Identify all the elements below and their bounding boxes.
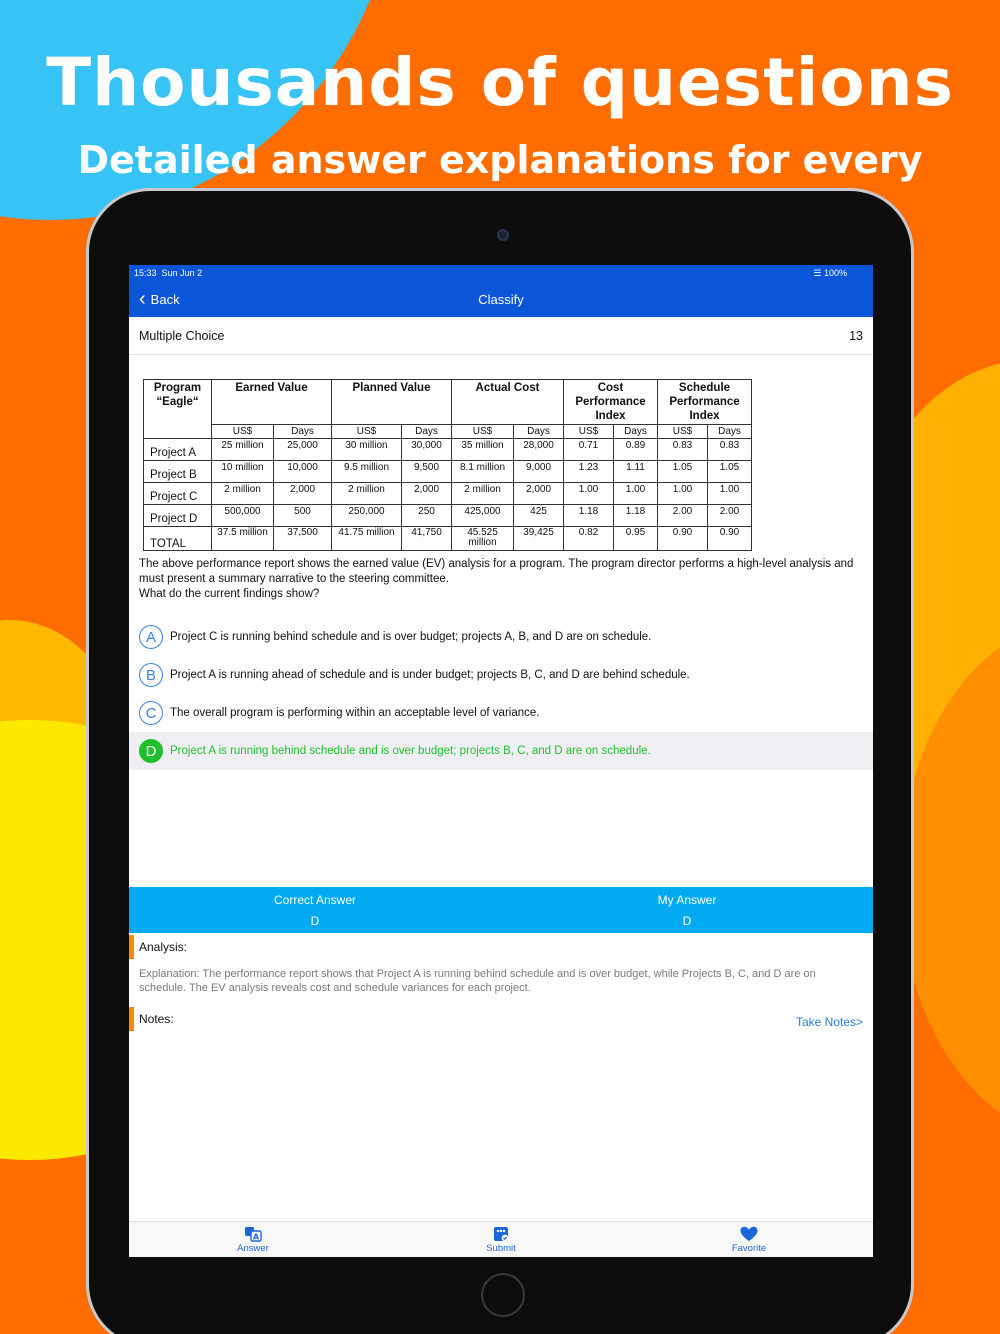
table-cell: 2 million	[332, 483, 402, 505]
question-text	[139, 557, 863, 602]
table-row-label: TOTAL	[144, 527, 212, 551]
my-answer	[501, 887, 873, 933]
table-cell: 1.23	[564, 461, 614, 483]
option-c[interactable]	[129, 694, 873, 732]
table-header-planned-value: Planned Value	[332, 380, 452, 425]
table-cell: 39,425	[514, 527, 564, 551]
performance-report-table	[143, 379, 752, 551]
correct-answer	[129, 887, 501, 933]
table-header-earned-value: Earned Value	[212, 380, 332, 425]
status-right	[813, 268, 847, 279]
svg-text:A: A	[252, 1232, 260, 1241]
table-subheader: Days	[708, 425, 752, 439]
table-cell: 1.00	[658, 483, 708, 505]
table-cell: 30 million	[332, 439, 402, 461]
table-cell: 1.00	[614, 483, 658, 505]
option-d[interactable]	[129, 732, 873, 770]
table-header-cpi: Cost Performance Index	[564, 380, 658, 425]
table-cell: 425,000	[452, 505, 514, 527]
back-button[interactable]	[129, 289, 180, 309]
option-text: Project A is running ahead of schedule and is under budget; projects B, C, and D are behind schedule.	[170, 669, 690, 681]
table-header-row	[144, 380, 752, 425]
option-letter: D	[139, 739, 163, 763]
correct-answer-label: Correct Answer	[273, 893, 357, 907]
take-notes-link[interactable]: Take Notes>	[795, 1015, 863, 1029]
status-time-date	[134, 268, 202, 278]
table-subheader: US$	[452, 425, 514, 439]
table-cell: 250	[402, 505, 452, 527]
table-cell: 41,750	[402, 527, 452, 551]
table-cell: 2 million	[212, 483, 274, 505]
table-cell: 0.89	[614, 439, 658, 461]
table-cell: 45.525 million	[452, 527, 514, 551]
table-cell: 8.1 million	[452, 461, 514, 483]
option-text: The overall program is performing within an acceptable level of variance.	[170, 707, 540, 719]
table-cell: 9,000	[514, 461, 564, 483]
table-cell: 37.5 million	[212, 527, 274, 551]
page-title: Classify	[478, 291, 524, 307]
translate-icon	[244, 1226, 262, 1242]
promo-subheadline: Detailed answer explanations for every	[77, 138, 923, 182]
tab-favorite-label: Favorite	[731, 1242, 767, 1254]
answer-options	[129, 618, 873, 770]
option-letter: B	[139, 663, 163, 687]
table-subheader: US$	[564, 425, 614, 439]
answer-result-bar	[129, 887, 873, 933]
table-cell: 1.18	[614, 505, 658, 527]
my-answer-value: D	[682, 914, 692, 928]
table-cell: 500	[274, 505, 332, 527]
submit-icon	[492, 1226, 510, 1242]
table-cell: 25 million	[212, 439, 274, 461]
table-cell: 250,000	[332, 505, 402, 527]
table-cell: 2,000	[514, 483, 564, 505]
table-cell: 25,000	[274, 439, 332, 461]
table-cell: 9,500	[402, 461, 452, 483]
table-row	[144, 461, 752, 483]
question-number: 13	[849, 328, 863, 343]
status-time: 15:33	[134, 268, 157, 278]
table-cell: 0.90	[658, 527, 708, 551]
wifi-icon: ☰	[813, 267, 822, 278]
table-cell: 1.00	[564, 483, 614, 505]
question-type: Multiple Choice	[139, 328, 225, 343]
battery-level: 100%	[823, 267, 847, 278]
table-cell: 1.05	[658, 461, 708, 483]
navigation-bar	[129, 281, 873, 317]
question-prompt: What do the current findings show?	[139, 588, 320, 600]
option-b[interactable]	[129, 656, 873, 694]
table-cell: 1.00	[708, 483, 752, 505]
option-letter: C	[139, 701, 163, 725]
section-marker	[129, 1007, 134, 1031]
correct-answer-value: D	[310, 914, 320, 928]
section-marker	[129, 935, 134, 959]
tab-answer[interactable]	[129, 1222, 377, 1257]
table-cell: 28,000	[514, 439, 564, 461]
table-cell: 425	[514, 505, 564, 527]
table-cell: 1.18	[564, 505, 614, 527]
question-body	[129, 379, 873, 602]
analysis-label: Analysis:	[139, 940, 188, 954]
option-letter: A	[139, 625, 163, 649]
promo-headline: Thousands of questions	[46, 44, 954, 121]
notes-label: Notes:	[139, 1012, 174, 1026]
table-row-total	[144, 527, 752, 551]
table-cell: 1.11	[614, 461, 658, 483]
table-cell: 2 million	[452, 483, 514, 505]
option-text: Project C is running behind schedule and is over budget; projects A, B, and D are on schedule.	[170, 631, 652, 643]
table-cell: 9.5 million	[332, 461, 402, 483]
table-header-spi: Schedule Performance Index	[658, 380, 752, 425]
tab-submit-label: Submit	[486, 1242, 516, 1254]
table-subheader-row	[144, 425, 752, 439]
question-header	[129, 317, 873, 355]
my-answer-label: My Answer	[657, 893, 717, 907]
table-cell: 0.71	[564, 439, 614, 461]
table-subheader: US$	[212, 425, 274, 439]
table-cell: 2,000	[402, 483, 452, 505]
table-cell: 0.95	[614, 527, 658, 551]
home-button[interactable]	[481, 1273, 525, 1317]
table-row	[144, 483, 752, 505]
table-subheader: Days	[514, 425, 564, 439]
table-cell: 0.90	[708, 527, 752, 551]
table-header-program: Program “Eagle“	[144, 380, 212, 439]
table-cell: 2.00	[658, 505, 708, 527]
table-row	[144, 505, 752, 527]
table-header-actual-cost: Actual Cost	[452, 380, 564, 425]
table-cell: 10 million	[212, 461, 274, 483]
table-row-label: Project C	[144, 483, 212, 505]
tab-bar	[129, 1221, 873, 1257]
camera-icon	[497, 229, 509, 241]
table-cell: 37,500	[274, 527, 332, 551]
table-subheader: US$	[332, 425, 402, 439]
question-stem: The above performance report shows the earned value (EV) analysis for a program. The program director performs a high-level analysis and must present a summary narrative to the steering committee.	[139, 558, 854, 585]
table-subheader: Days	[614, 425, 658, 439]
analysis-text: Explanation: The performance report shows that Project A is running behind schedule and is over budget, while Projects B, C, and D are on schedule. The EV analysis reveals cost and schedule variances for each project.	[139, 968, 816, 994]
notes-header	[129, 1007, 873, 1031]
status-date: Sun Jun 2	[161, 268, 203, 278]
status-bar	[129, 265, 873, 281]
tab-favorite[interactable]	[625, 1222, 873, 1257]
table-subheader: Days	[402, 425, 452, 439]
table-cell: 0.83	[708, 439, 752, 461]
analysis-header	[129, 935, 873, 959]
table-row-label: Project B	[144, 461, 212, 483]
table-cell: 41.75 million	[332, 527, 402, 551]
table-cell: 2,000	[274, 483, 332, 505]
table-row-label: Project D	[144, 505, 212, 527]
tablet-frame	[86, 188, 914, 1334]
table-subheader: Days	[274, 425, 332, 439]
heart-icon	[740, 1226, 758, 1242]
table-cell: 30,000	[402, 439, 452, 461]
table-subheader: US$	[658, 425, 708, 439]
table-cell: 2.00	[708, 505, 752, 527]
option-text: Project A is running behind schedule and is over budget; projects B, C, and D are on schedule.	[170, 745, 651, 757]
option-a[interactable]	[129, 618, 873, 656]
table-cell: 500,000	[212, 505, 274, 527]
table-cell: 0.82	[564, 527, 614, 551]
table-cell: 35 million	[452, 439, 514, 461]
table-row-label: Project A	[144, 439, 212, 461]
chevron-left-icon: ‹	[139, 288, 146, 310]
tab-answer-label: Answer	[237, 1242, 269, 1254]
back-label: Back	[150, 291, 180, 307]
table-row	[144, 439, 752, 461]
table-cell: 1.05	[708, 461, 752, 483]
tab-submit[interactable]	[377, 1222, 625, 1257]
table-cell: 0.83	[658, 439, 708, 461]
app-screen	[129, 265, 873, 1257]
table-cell: 10,000	[274, 461, 332, 483]
